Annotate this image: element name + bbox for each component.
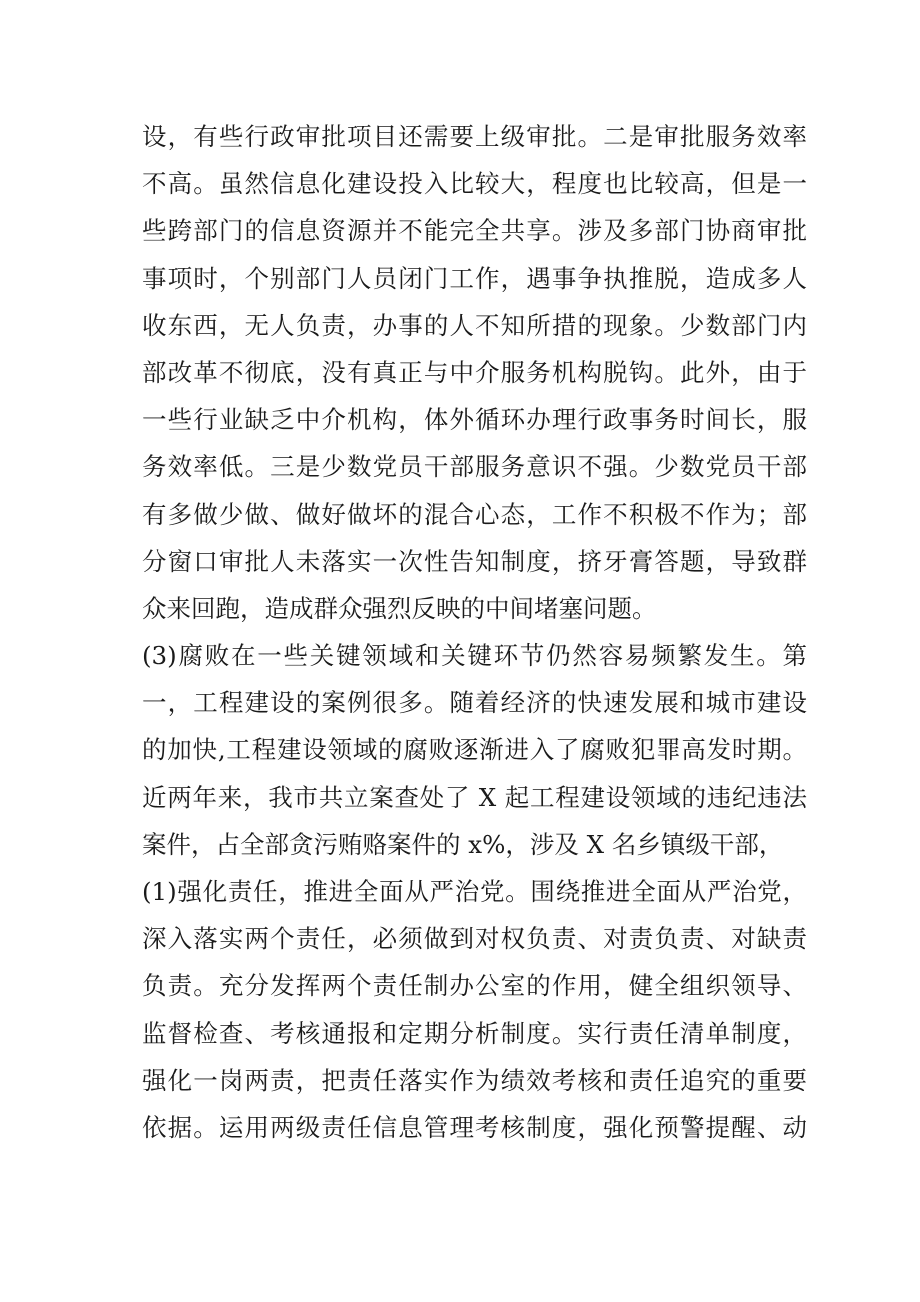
text-line: 负责。充分发挥两个责任制办公室的作用，健全组织领导、 — [142, 971, 807, 1001]
text-line: 案件，占全部贪污贿赂案件的 x%，涉及 X 名乡镇级干部， — [142, 829, 784, 859]
text-line: 事项时，个别部门人员闭门工作，遇事争执推脱，造成多人 — [142, 263, 807, 293]
text-line: 依据。运用两级责任信息管理考核制度，强化预警提醒、动 — [142, 1112, 807, 1142]
text-line: 近两年来，我市共立案查处了 X 起工程建设领域的违纪违法 — [142, 782, 807, 812]
text-line: 收东西，无人负责，办事的人不知所措的现象。少数部门内 — [142, 310, 807, 340]
text-line: 设，有些行政审批项目还需要上级审批。二是审批服务效率 — [142, 122, 807, 151]
document-body — [142, 113, 807, 1151]
text-line: 一，工程建设的案例很多。随着经济的快速发展和城市建设 — [142, 688, 807, 718]
text-line: (3)腐败在一些关键领域和关键环节仍然容易频繁发生。第 — [142, 641, 807, 671]
text-line: 众来回跑，造成群众强烈反映的中间堵塞问题。 — [142, 593, 657, 623]
text-line: 有多做少做、做好做坏的混合心态，工作不积极不作为；部 — [142, 499, 807, 529]
text-line: 分窗口审批人未落实一次性告知制度，挤牙膏答题，导致群 — [142, 546, 807, 576]
text-line: 部改革不彻底，没有真正与中介服务机构脱钩。此外，由于 — [142, 357, 807, 387]
text-line: (1)强化责任，推进全面从严治党。围绕推进全面从严治党， — [142, 877, 807, 906]
text-line: 务效率低。三是少数党员干部服务意识不强。少数党员干部 — [142, 452, 807, 482]
text-line: 深入落实两个责任，必须做到对权负责、对责负责、对缺责 — [142, 924, 807, 954]
text-line: 不高。虽然信息化建设投入比较大，程度也比较高，但是一 — [142, 169, 807, 199]
text-line: 的加快,工程建设领域的腐败逐渐进入了腐败犯罪高发时期。 — [142, 735, 807, 765]
text-line: 监督检查、考核通报和定期分析制度。实行责任清单制度， — [142, 1018, 807, 1048]
text-line: 些跨部门的信息资源并不能完全共享。涉及多部门协商审批 — [142, 216, 807, 246]
text-line: 强化一岗两责，把责任落实作为绩效考核和责任追究的重要 — [142, 1065, 807, 1095]
text-line: 一些行业缺乏中介机构，体外循环办理行政事务时间长，服 — [142, 405, 807, 435]
